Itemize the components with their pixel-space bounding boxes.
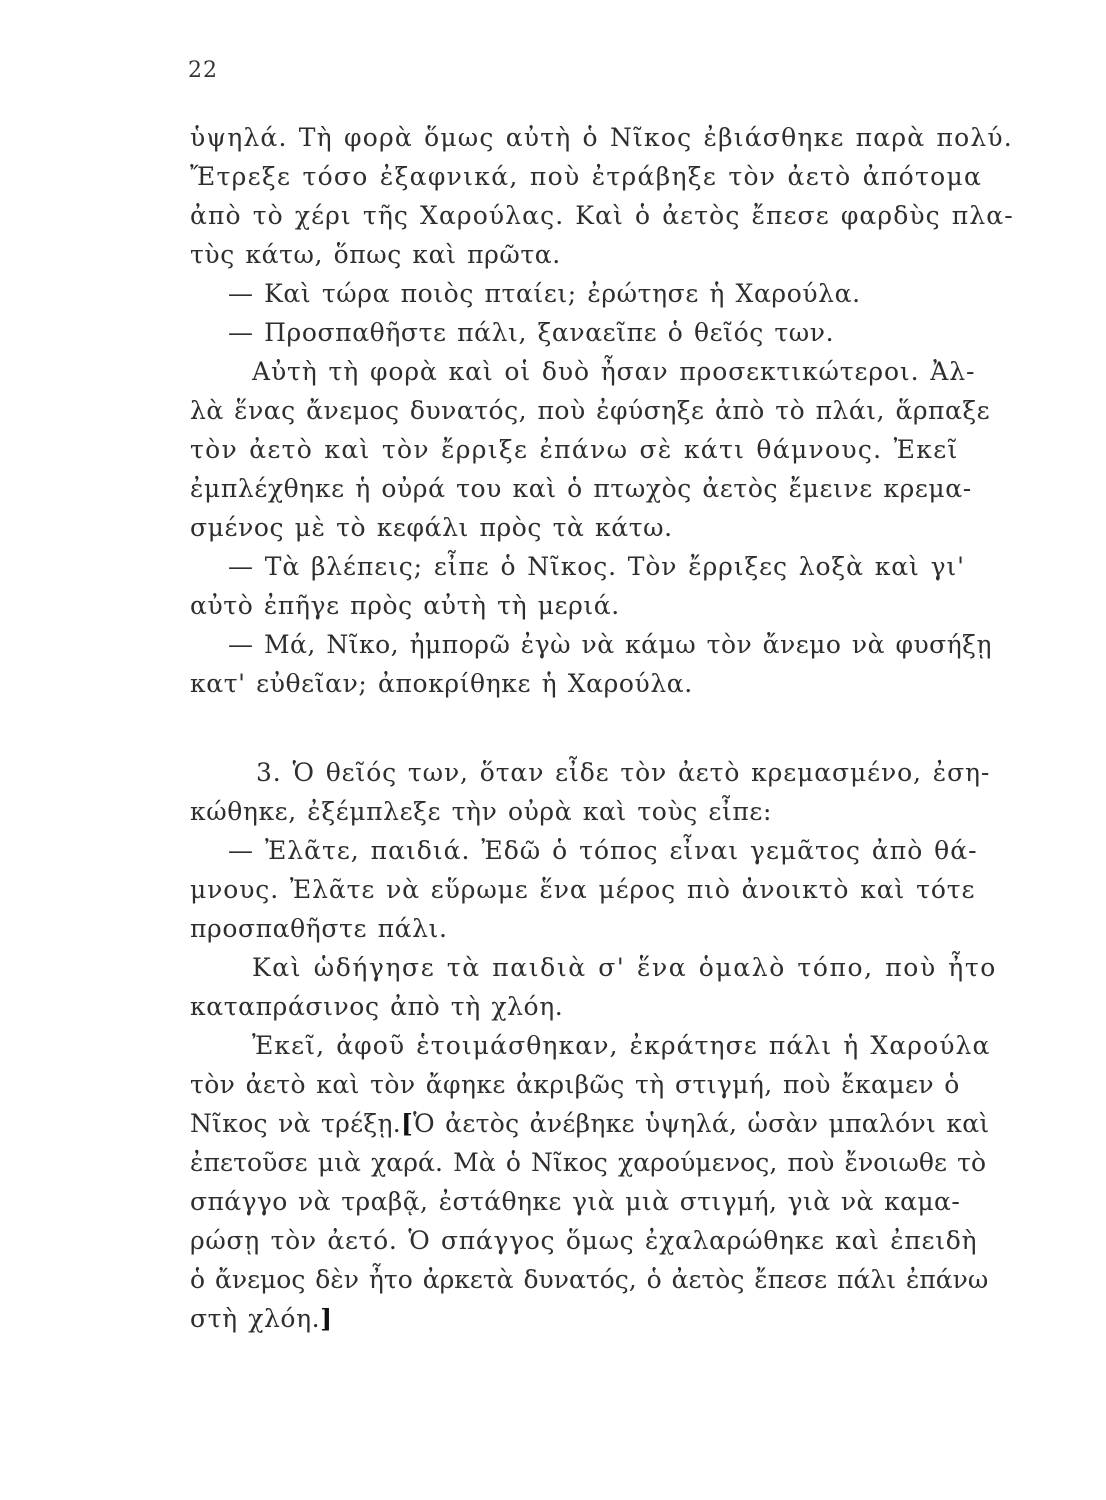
text-line: — Προσπαθῆστε πάλι, ξαναεῖπε ὁ θεῖός των. [228, 318, 835, 347]
text-line-with-bracket [190, 1104, 1012, 1143]
text-line: τὺς κάτω, ὅπως καὶ πρῶτα. [190, 240, 561, 269]
text-line: κώθηκε, ἐξέμπλεξε τὴν οὐρὰ καὶ τοὺς εἶπε: [190, 797, 772, 826]
text-line: προσπαθῆστε πάλι. [190, 914, 448, 943]
text-line: — Καὶ τώρα ποιὸς πταίει; ἐρώτησε ἡ Χαρούλα. [228, 279, 861, 308]
text-line: σπάγγο νὰ τραβᾷ, ἐστάθηκε γιὰ μιὰ στιγμή, γιὰ νὰ καμα- [190, 1187, 961, 1216]
text-line: Ἔτρεξε τόσο ἐξαφνικά, ποὺ ἐτράβηξε τὸν ἀετὸ ἀπότομα [190, 162, 983, 191]
text-line: ἐμπλέχθηκε ἡ οὐρά του καὶ ὁ πτωχὸς ἀετὸς ἔμεινε κρεμα- [190, 474, 972, 503]
section-1-text [190, 118, 1012, 703]
close-bracket-mark: ] [320, 1304, 333, 1333]
text-fragment: στὴ χλόη. [190, 1304, 321, 1333]
text-line: κατ' εὐθεῖαν; ἀποκρίθηκε ἡ Χαρούλα. [190, 669, 693, 698]
text-line: Αὐτὴ τὴ φορὰ καὶ οἱ δυὸ ἦσαν προσεκτικώτεροι. Ἀλ- [252, 357, 976, 386]
open-bracket-mark: [ [401, 1109, 414, 1138]
text-line: λὰ ἕνας ἄνεμος δυνατός, ποὺ ἐφύσηξε ἀπὸ τὸ πλάι, ἅρπαξε [190, 396, 991, 425]
text-line: — Μά, Νῖκο, ἠμπορῶ ἐγὼ νὰ κάμω τὸν ἄνεμο νὰ φυσήξῃ [228, 630, 992, 659]
page-number: 22 [188, 58, 218, 83]
text-line: ὑψηλά. Τὴ φορὰ ὅμως αὐτὴ ὁ Νῖκος ἐβιάσθηκε παρὰ πολύ. [190, 123, 1013, 152]
text-line: ἀπὸ τὸ χέρι τῆς Χαρούλας. Καὶ ὁ ἀετὸς ἔπεσε φαρδὺς πλα- [190, 201, 1014, 230]
text-line: καταπράσινος ἀπὸ τὴ χλόη. [190, 992, 564, 1021]
text-line: μνους. Ἐλᾶτε νὰ εὕρωμε ἕνα μέρος πιὸ ἀνοικτὸ καὶ τότε [190, 875, 976, 904]
text-line: — Τὰ βλέπεις; εἶπε ὁ Νῖκος. Τὸν ἔρριξες λοξὰ καὶ γι' [228, 552, 965, 581]
text-line: Ἐκεῖ, ἀφοῦ ἑτοιμάσθηκαν, ἐκράτησε πάλι ἡ Χαρούλα [252, 1031, 991, 1060]
text-line: 3. Ὁ θεῖός των, ὅταν εἶδε τὸν ἀετὸ κρεμασμένο, ἐση- [256, 758, 991, 787]
text-line: ἐπετοῦσε μιὰ χαρά. Μὰ ὁ Νῖκος χαρούμενος, ποὺ ἔνοιωθε τὸ [190, 1148, 987, 1177]
text-line: Καὶ ὡδήγησε τὰ παιδιὰ σ' ἕνα ὁμαλὸ τόπο, ποὺ ἦτο [252, 953, 997, 982]
text-line: ρώσῃ τὸν ἀετό. Ὁ σπάγγος ὅμως ἐχαλαρώθηκε καὶ ἐπειδὴ [190, 1226, 978, 1255]
text-line: τὸν ἀετὸ καὶ τὸν ἔρριξε ἐπάνω σὲ κάτι θάμνους. Ἐκεῖ [190, 435, 959, 464]
section-2-text [190, 753, 1012, 1338]
text-line: ὁ ἄνεμος δὲν ἦτο ἀρκετὰ δυνατός, ὁ ἀετὸς ἔπεσε πάλι ἐπάνω [190, 1265, 989, 1294]
text-line: αὐτὸ ἐπῆγε πρὸς αὐτὴ τὴ μεριά. [190, 591, 620, 620]
text-line-with-bracket [190, 1299, 1012, 1338]
text-line: — Ἐλᾶτε, παιδιά. Ἐδῶ ὁ τόπος εἶναι γεμᾶτος ἀπὸ θά- [228, 836, 978, 865]
text-line: τὸν ἀετὸ καὶ τὸν ἄφηκε ἀκριβῶς τὴ στιγμή, ποὺ ἔκαμεν ὁ [190, 1070, 960, 1099]
text-line: σμένος μὲ τὸ κεφάλι πρὸς τὰ κάτω. [190, 513, 673, 542]
text-fragment: Ὁ ἀετὸς ἀνέβηκε ὑψηλά, ὡσὰν μπαλόνι καὶ [413, 1109, 990, 1138]
text-fragment: Νῖκος νὰ τρέξῃ. [190, 1109, 402, 1138]
